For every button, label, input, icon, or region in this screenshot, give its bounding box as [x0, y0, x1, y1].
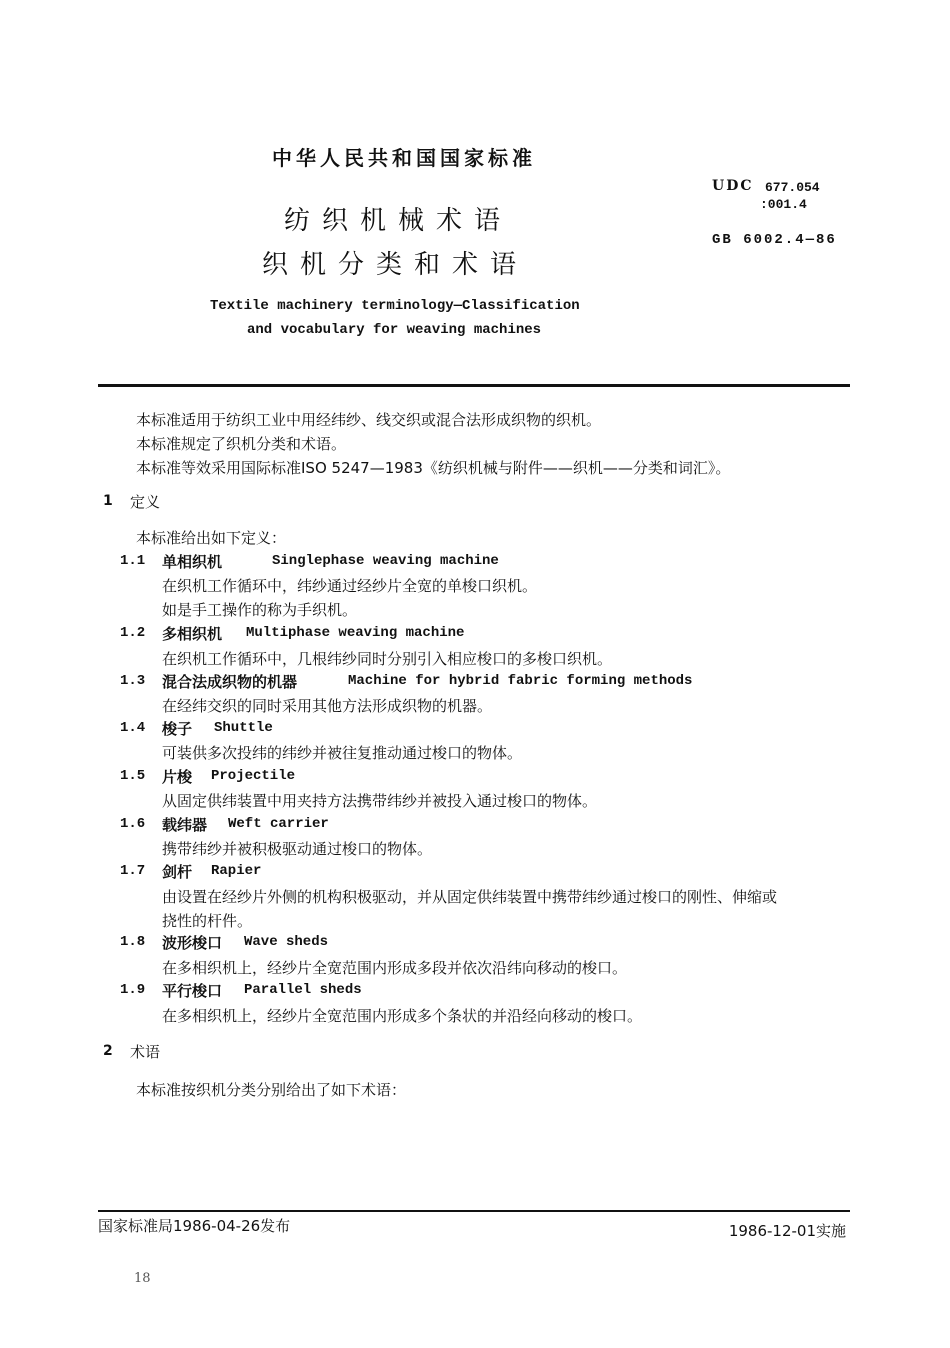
bottom-divider [98, 1210, 850, 1212]
term-en: Projectile [211, 768, 296, 784]
intro-paragraph-1: 本标准适用于纺织工业中用经纬纱、线交织或混合法形成织物的织机。 [136, 411, 602, 429]
udc-code-line1: 677.054 [765, 180, 820, 195]
term-number: 1.2 [120, 625, 146, 641]
effective-date: 1986-12-01实施 [728, 1222, 846, 1240]
term-number: 1.4 [120, 720, 146, 736]
term-definition: 在织机工作循环中，纬纱通过经纱片全宽的单梭口织机。 [162, 577, 538, 595]
term-zh: 混合法成织物的机器 [162, 673, 298, 691]
page-number: 18 [134, 1271, 151, 1286]
term-number: 1.1 [120, 553, 146, 569]
term-zh: 单相织机 [162, 553, 223, 571]
term-zh: 载纬器 [162, 816, 208, 834]
term-en: Multiphase weaving machine [246, 625, 465, 641]
term-number: 1.8 [120, 934, 146, 950]
term-zh: 剑杆 [162, 863, 193, 881]
term-en: Weft carrier [228, 816, 329, 832]
udc-code-line2: :001.4 [760, 197, 807, 212]
term-zh: 平行梭口 [162, 982, 223, 1000]
title-en-line2: and vocabulary for weaving machines [247, 322, 542, 338]
term-definition: 在经纬交织的同时采用其他方法形成织物的机器。 [162, 697, 493, 715]
intro-paragraph-2: 本标准规定了织机分类和术语。 [136, 435, 347, 453]
term-number: 1.6 [120, 816, 146, 832]
gb-code: GB 6002.4—86 [712, 232, 837, 248]
section-2-intro: 本标准按织机分类分别给出了如下术语： [136, 1081, 407, 1099]
top-divider [98, 384, 850, 387]
term-definition: 可装供多次投纬的纬纱并被往复推动通过梭口的物体。 [162, 744, 523, 762]
term-number: 1.7 [120, 863, 146, 879]
term-definition: 挠性的杆件。 [162, 912, 253, 930]
intro-paragraph-3: 本标准等效采用国际标准ISO 5247—1983《纺织机械与附件——织机——分类和词汇》。 [136, 459, 731, 477]
section-1-number: 1 [103, 493, 113, 509]
term-definition: 携带纬纱并被积极驱动通过梭口的物体。 [162, 840, 433, 858]
section-2-number: 2 [103, 1043, 113, 1059]
title-zh-line2: 织机分类和术语 [262, 250, 529, 280]
term-zh: 波形梭口 [162, 934, 223, 952]
term-en: Machine for hybrid fabric forming methods [348, 673, 693, 689]
term-zh: 多相织机 [162, 625, 223, 643]
title-zh-line1: 纺织机械术语 [284, 206, 513, 236]
national-standard-heading: 中华人民共和国国家标准 [272, 146, 536, 170]
term-definition: 由设置在经纱片外侧的机构积极驱动，并从固定供纬装置中携带纬纱通过梭口的刚性、伸缩或 [162, 888, 778, 906]
term-number: 1.3 [120, 673, 146, 689]
issue-date: 国家标准局1986-04-26发布 [98, 1217, 291, 1235]
term-definition: 在多相织机上，经纱片全宽范围内形成多个条状的并沿经向移动的梭口。 [162, 1007, 643, 1025]
section-1-title: 定义 [130, 493, 161, 511]
term-number: 1.9 [120, 982, 146, 998]
term-definition: 从固定供纬装置中用夹持方法携带纬纱并被投入通过梭口的物体。 [162, 792, 598, 810]
term-zh: 梭子 [162, 720, 193, 738]
term-number: 1.5 [120, 768, 146, 784]
term-en: Singlephase weaving machine [272, 553, 499, 569]
udc-label: UDC [712, 178, 754, 194]
term-definition: 如是手工操作的称为手织机。 [162, 601, 358, 619]
term-zh: 片梭 [162, 768, 193, 786]
term-definition: 在织机工作循环中，几根纬纱同时分别引入相应梭口的多梭口织机。 [162, 650, 613, 668]
term-definition: 在多相织机上，经纱片全宽范围内形成多段并依次沿纬向移动的梭口。 [162, 959, 628, 977]
term-en: Shuttle [214, 720, 273, 736]
term-en: Rapier [211, 863, 262, 879]
section-1-intro: 本标准给出如下定义： [136, 529, 287, 547]
term-en: Parallel sheds [244, 982, 362, 998]
title-en-line1: Textile machinery terminology—Classification [210, 298, 580, 314]
section-2-title: 术语 [130, 1043, 161, 1061]
term-en: Wave sheds [244, 934, 329, 950]
